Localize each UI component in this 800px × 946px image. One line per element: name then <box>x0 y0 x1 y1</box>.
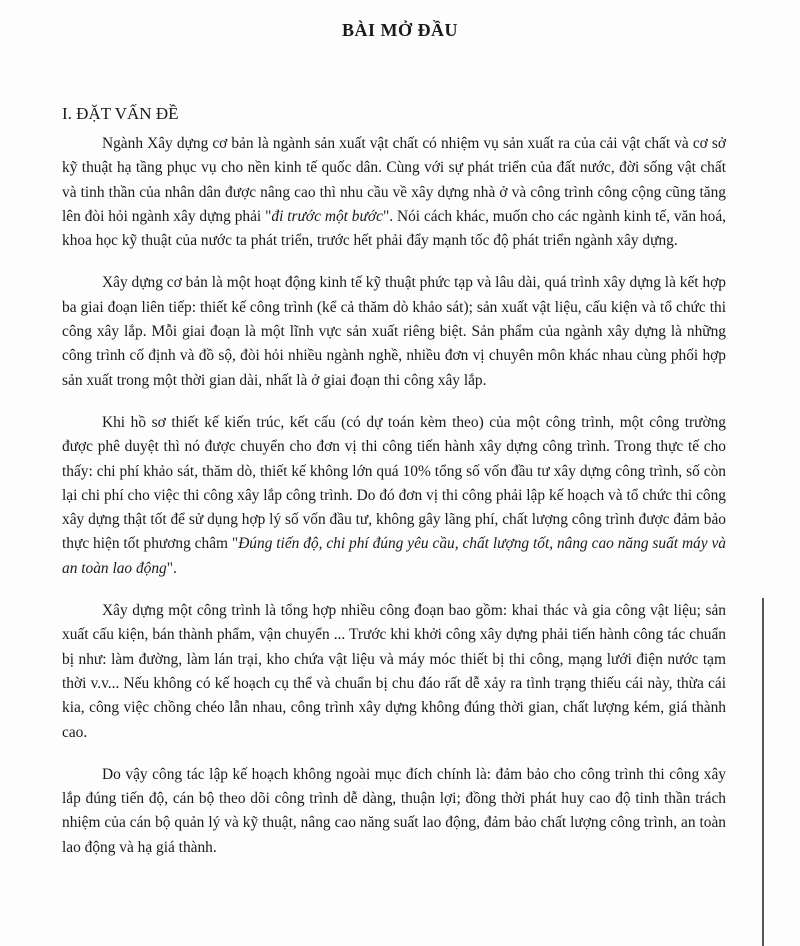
paragraph: Xây dựng một công trình là tổng hợp nhiều công đoạn bao gồm: khai thác và gia công vật liệu; sản xuất cấu kiện, bán thành phẩm, vận chuyển ... Trước khi khởi công xây dựng phải tiến hành công tác chuẩn bị như: làm đường, làm lán trại, kho chứa vật liệu và máy móc thiết bị thi công, mạng lưới điện nước tạm thời v.v... Nếu không có kế hoạch cụ thể và chuẩn bị chu đáo rất dễ xảy ra tình trạng thiếu cái này, thừa cái kia, công việc chồng chéo lẫn nhau, công trình xây dựng không đúng thời gian, chất lượng kém, giá thành cao. <box>62 602 726 741</box>
paragraph-text: Ngành Xây dựng cơ bản là ngành sản xuất vật chất có nhiệm vụ sản xuất ra của cải vật chất và cơ sở kỹ thuật hạ tầng phục vụ cho nền kinh tế quốc dân. Cùng với sự phát triển của đất nước, đời sống vật chất và tinh thần của nhân dân được nâng cao thì nhu cầu về xây dựng nhà ở và công trình công cộng cũng tăng lên đòi hỏi ngành xây dựng phải " <box>62 135 726 225</box>
body-text <box>62 132 726 878</box>
paragraph-text: ". <box>166 559 177 577</box>
italic-phrase: Đúng tiến độ, chi phí đúng yêu cầu, chất lượng tốt, nâng cao năng suất máy và an toàn lao động <box>62 535 726 577</box>
paragraph: Xây dựng cơ bản là một hoạt động kinh tế kỹ thuật phức tạp và lâu dài, quá trình xây dựng là kết hợp ba giai đoạn liên tiếp: thiết kế công trình (kể cả thăm dò khảo sát); sản xuất vật liệu, cấu kiện và tổ chức thi công xây lắp. Mỗi giai đoạn là một lĩnh vực sản xuất riêng biệt. Sản phẩm của ngành xây dựng là những công trình cố định và đồ sộ, đòi hỏi nhiều ngành nghề, nhiều đơn vị chuyên môn khác nhau cùng phối hợp sản xuất trong một thời gian dài, nhất là ở giai đoạn thi công xây lắp. <box>62 274 726 389</box>
page-title: BÀI MỞ ĐẦU <box>342 20 458 40</box>
paragraph: Do vậy công tác lập kế hoạch không ngoài mục đích chính là: đảm bảo cho công trình thi công xây lắp đúng tiến độ, cán bộ theo dõi công trình dễ dàng, thuận lợi; đồng thời phát huy cao độ tinh thần trách nhiệm của cán bộ quản lý và kỹ thuật, nâng cao năng suất lao động, đảm bảo chất lượng công trình, an toàn lao động và hạ giá thành. <box>62 765 726 856</box>
paragraph <box>62 411 726 581</box>
scan-edge-line <box>762 598 764 946</box>
paragraph-text: Khi hồ sơ thiết kế kiến trúc, kết cấu (có dự toán kèm theo) của một công trình, một công trường được phê duyệt thì nó được chuyển cho đơn vị thi công tiến hành xây dựng công trình. Trong thực tế cho thấy: chi phí khảo sát, thăm dò, thiết kế không lớn quá 10% tổng số vốn đầu tư xây dựng công trình, số còn lại chi phí cho việc thi công xây lắp công trình. Do đó đơn vị thi công phải lập kế hoạch và tổ chức thi công xây dựng thật tốt để sử dụng hợp lý số vốn đầu tư, không gây lãng phí, chất lượng công trình được đảm bảo thực hiện tốt phương châm " <box>62 413 726 553</box>
italic-phrase: đi trước một bước <box>271 207 383 225</box>
section-heading: I. ĐẶT VẤN ĐỀ <box>62 104 179 123</box>
paragraph-text: ". Nói cách khác, muốn cho các ngành kinh tế, văn hoá, khoa học kỹ thuật của nước ta phát triển, trước hết phải đẩy mạnh tốc độ phát triển ngành xây dựng. <box>62 207 726 250</box>
paragraph <box>62 132 726 253</box>
